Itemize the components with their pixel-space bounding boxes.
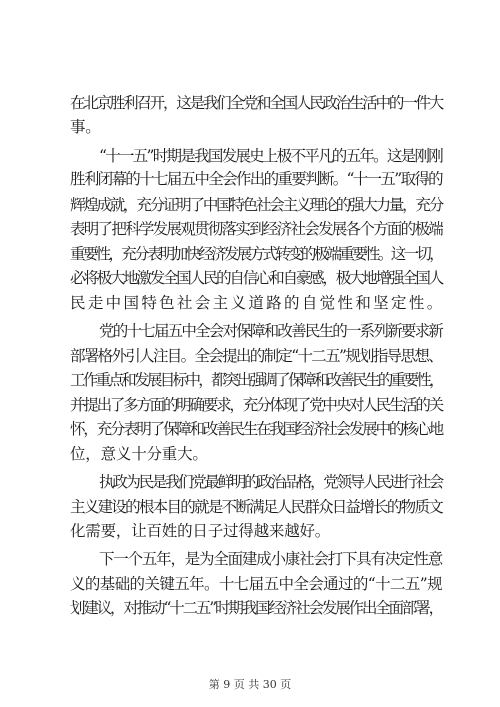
text-line: 重要性，充分表明加快经济发展方式转变的极端重要性。这一切， — [70, 245, 442, 263]
text-line: 表明了把科学发展观贯彻落实到经济社会发展各个方面的极端 — [70, 220, 442, 238]
text-line: 部署格外引人注目。全会提出的制定“十二五”规划指导思想、 — [70, 347, 442, 365]
text-line: 事。 — [70, 118, 101, 136]
text-line: 胜利闭幕的十七届五中全会作出的重要判断。“十一五”取得的 — [70, 170, 442, 188]
text-line: 化需要，让百姓的日子过得越来越好。 — [70, 522, 331, 540]
paragraph-start-line: 执政为民是我们党最鲜明的政治品格，党领导人民进行社会 — [99, 473, 442, 491]
text-line: 并提出了多方面的明确要求，充分体现了党中央对人民生活的关 — [70, 396, 442, 414]
text-line: 划建议，对推动“十二五”时期我国经济社会发展作出全面部署， — [70, 599, 442, 617]
text-line: 必将极大地激发全国人民的自信心和自豪感，极大地增强全国人 — [70, 269, 442, 287]
text-line: 工作重点和发展目标中，都突出强调了保障和改善民生的重要性， — [70, 371, 442, 389]
text-line: 位，意义十分重大。 — [70, 445, 208, 463]
text-line: 在北京胜利召开，这是我们全党和全国人民政治生活中的一件大 — [70, 94, 442, 112]
text-line: 民走中国特色社会主义道路的自觉性和坚定性。 — [70, 294, 445, 312]
text-line: 义的基础的关键五年。十七届五中全会通过的“十二五”规 — [70, 575, 442, 593]
paragraph-start-line: 党的十七届五中全会对保障和改善民生的一系列新要求新 — [99, 322, 442, 340]
page-footer: 第 9 页 共 30 页 — [208, 678, 292, 691]
paragraph-start-line: 下一个五年，是为全面建成小康社会打下具有决定性意 — [99, 550, 442, 568]
paragraph-start-line: “十一五”时期是我国发展史上极不平凡的五年。这是刚刚 — [99, 147, 442, 165]
text-line: 主义建设的根本目的就是不断满足人民群众日益增长的物质文 — [70, 498, 442, 516]
text-line: 怀，充分表明了保障和改善民生在我国经济社会发展中的核心地 — [70, 420, 442, 438]
text-line: 辉煌成就，充分证明了中国特色社会主义理论的强大力量，充分 — [70, 196, 442, 214]
